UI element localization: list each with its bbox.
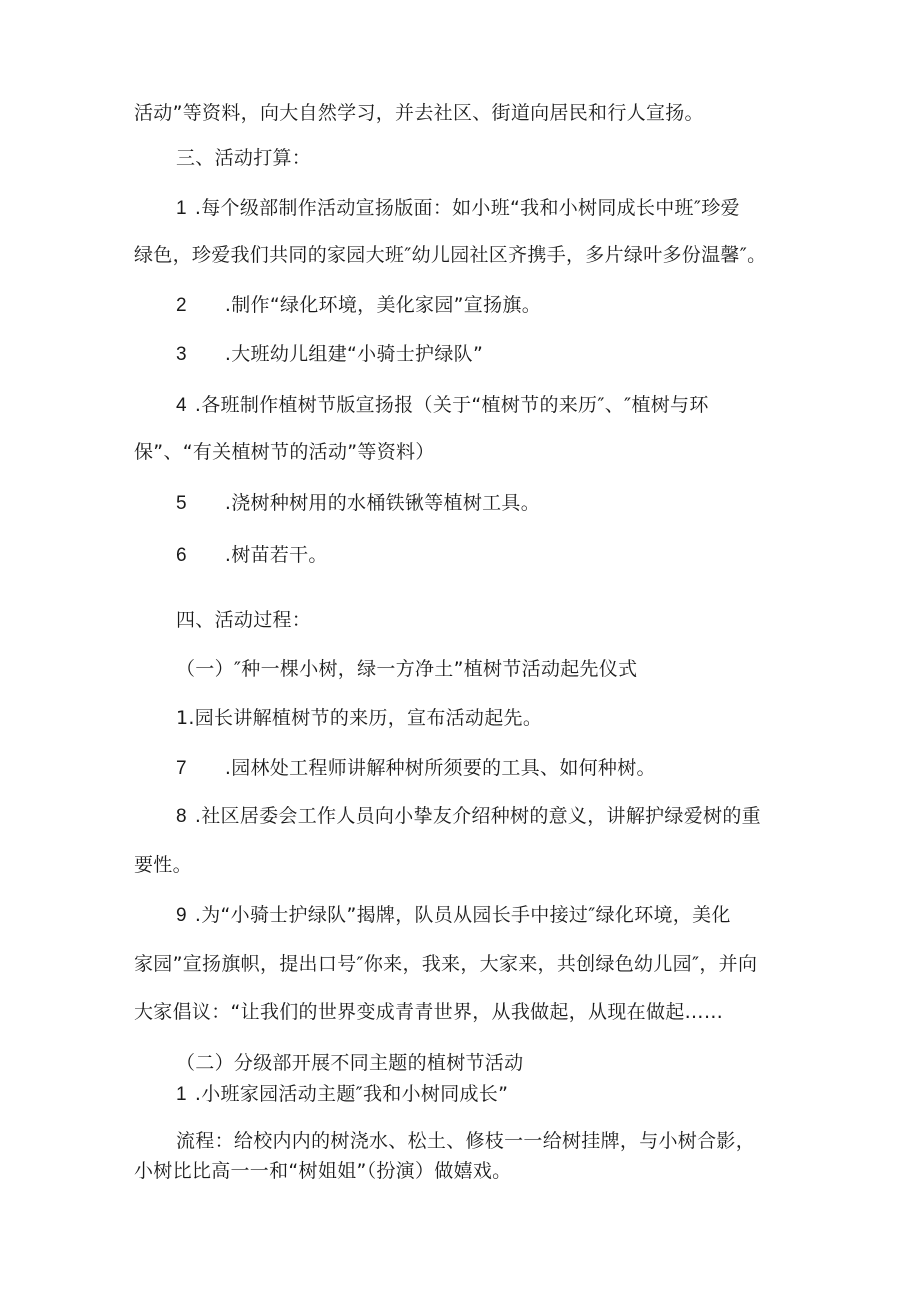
list-item-7: 7 .园林处工程师讲解种树所须要的工具、如何种树。 [176,757,656,779]
section-heading-plan: 三、活动打算： [176,147,312,169]
list-item-3: 3 .大班幼儿组建“小骑士护绿队” [176,343,484,365]
list-item-8-continuation: 要性。 [134,854,192,876]
list-item-8: 8 .社区居委会工作人员向小挚友介绍种树的意义，讲解护绿爱树的重 [176,805,761,827]
subsection-heading-1: （一）″种一棵小树，绿一方净土”植树节活动起先仪式 [176,658,638,680]
list-number: 5 [176,493,187,514]
list-number: 1 [176,1084,187,1105]
list-item-9-continuation-1: 家园”宣扬旗帜，提出口号″你来，我来，大家来，共创绿色幼儿园″，并向 [134,953,758,975]
list-item-5: 5 .浇树种树用的水桶铁锹等植树工具。 [176,492,541,514]
flow-paragraph-continuation: 小树比比高一一和“树姐姐”（扮演）做嬉戏。 [134,1160,512,1182]
list-number: 4 [176,395,187,416]
list-item-1: 1 .每个级部制作活动宣扬版面：如小班“我和小树同成长中班″珍爱 [176,197,740,219]
subsection-heading-2: （二）分级部开展不同主题的植树节活动 [176,1052,524,1074]
list-item-2: 2 .制作“绿化环境，美化家园”宣扬旗。 [176,294,542,316]
paragraph-continuation: 活动”等资料，向大自然学习，并去社区、街道向居民和行人宣扬。 [134,102,704,124]
list-number: 2 [176,295,187,316]
list-number: 3 [176,344,187,365]
list-number: 6 [176,545,187,566]
list-item-4-continuation: 保”、“有关植树节的活动”等资料） [134,441,435,463]
list-item-9: 9 .为“小骑士护绿队”揭牌，队员从园长手中接过″绿化环境，美化 [176,904,731,926]
list-item-1-continuation: 绿色，珍爱我们共同的家园大班″幼儿园社区齐携手，多片绿叶多份温馨″。 [134,244,767,266]
list-number: 1 [176,198,187,219]
sub2-list-item-1: 1 .小班家园活动主题″我和小树同成长” [176,1083,509,1105]
list-number: 9 [176,905,187,926]
section-heading-process: 四、活动过程： [176,609,312,631]
list-number: 8 [176,806,187,827]
flow-paragraph: 流程：给校内内的树浇水、松土、修枝一一给树挂牌，与小树合影， [176,1130,756,1152]
paragraph-step-1: 1.园长讲解植树节的来历，宣布活动起先。 [176,707,543,729]
list-item-6: 6 .树苗若干。 [176,544,328,566]
list-number: 7 [176,758,187,779]
list-item-9-continuation-2: 大家倡议：“让我们的世界变成青青世界，从我做起，从现在做起…… [134,1001,724,1023]
list-item-4: 4 .各班制作植树节版宣扬报（关于“植树节的来历″、″植树与环 [176,394,709,416]
